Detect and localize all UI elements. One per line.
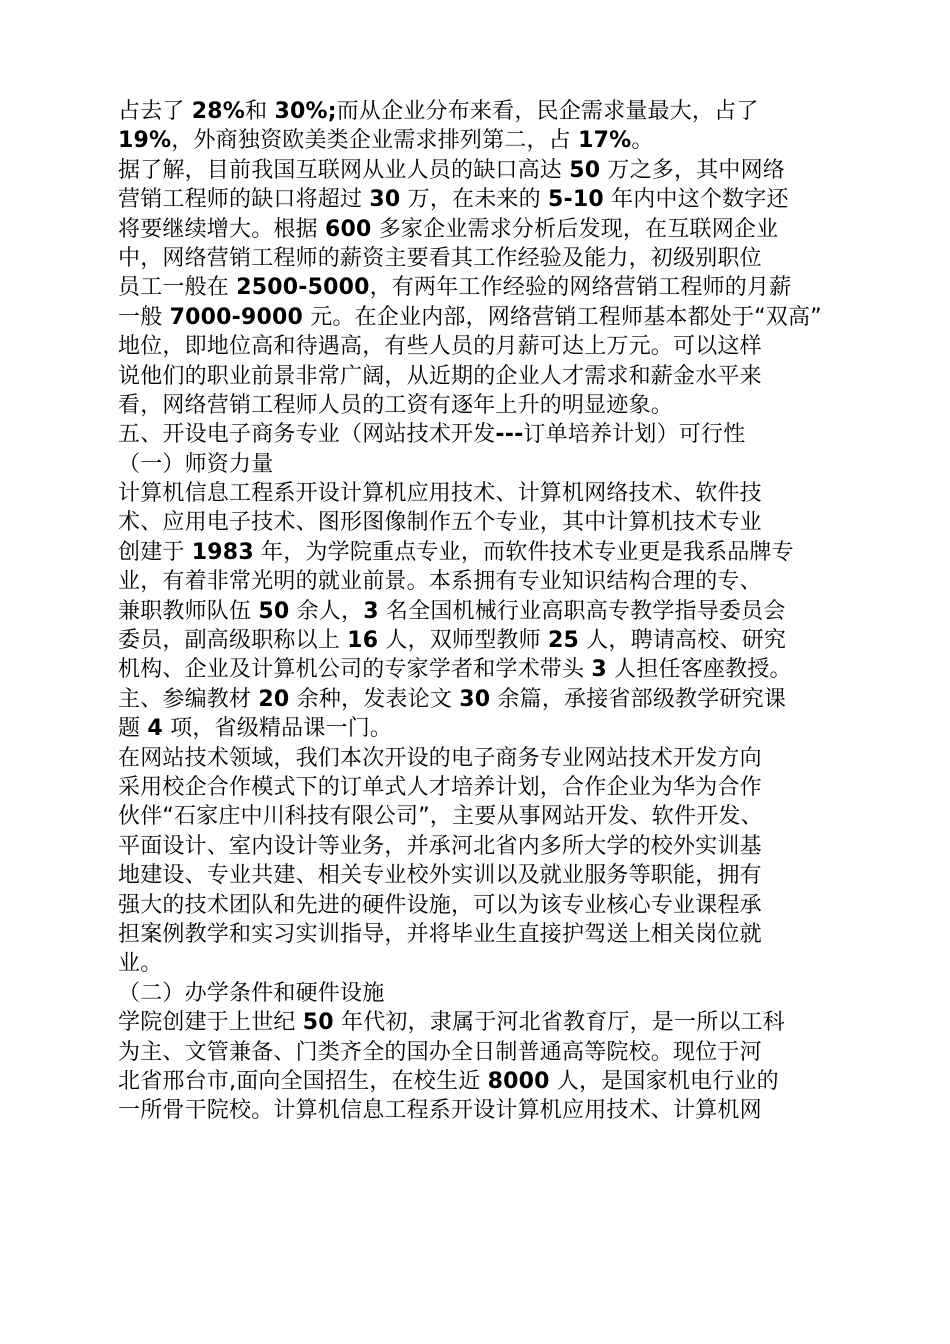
text-line: 地位，即地位高和待遇高，有些人员的月薪可达上万元。可以这样 xyxy=(118,334,762,360)
text-line: 说他们的职业前景非常广阔，从近期的企业人才需求和薪金水平来 xyxy=(118,363,762,389)
text-line: 为主、文管兼备、门类齐全的国办全日制普通高等院校。现位于河 xyxy=(118,1039,762,1065)
text-line: 采用校企合作模式下的订单式人才培养计划，合作企业为华为合作 xyxy=(118,774,762,800)
text-line: 业。 xyxy=(118,951,163,977)
text-line: 员工一般在 2500-5000，有两年工作经验的网络营销工程师的月薪 xyxy=(118,275,792,301)
text-line: 担案例教学和实习实训指导，并将毕业生直接护驾送上相关岗位就 xyxy=(118,921,762,947)
text-line: 伙伴“石家庄中川科技有限公司”，主要从事网站开发、软件开发、 xyxy=(118,804,763,830)
text-line: 看，网络营销工程师人员的工资有逐年上升的明显迹象。 xyxy=(118,392,674,418)
text-line: 地建设、专业共建、相关专业校外实训以及就业服务等职能，拥有 xyxy=(118,863,762,889)
text-line: 题 4 项，省级精品课一门。 xyxy=(118,716,393,742)
text-line: 兼职教师队伍 50 余人，3 名全国机械行业高职高专教学指导委员会 xyxy=(118,598,786,624)
text-line: 计算机信息工程系开设计算机应用技术、计算机网络技术、软件技 xyxy=(118,481,762,507)
text-line: 强大的技术团队和先进的硬件设施，可以为该专业核心专业课程承 xyxy=(118,892,762,918)
text-line: 一所骨干院校。计算机信息工程系开设计算机应用技术、计算机网 xyxy=(118,1098,762,1124)
text-line: 创建于 1983 年，为学院重点专业，而软件技术专业更是我系品牌专 xyxy=(118,539,794,565)
text-line: 委员，副高级职称以上 16 人，双师型教师 25 人，聘请高校、研究 xyxy=(118,628,787,654)
text-line: 术、应用电子技术、图形图像制作五个专业，其中计算机技术专业 xyxy=(118,510,762,536)
subsection-heading: （一）师资力量 xyxy=(118,451,274,477)
text-line: 学院创建于上世纪 50 年代初，隶属于河北省教育厅，是一所以工科 xyxy=(118,1010,786,1036)
text-line: 中，网络营销工程师的薪资主要看其工作经验及能力，初级别职位 xyxy=(118,245,762,271)
text-line: 北省邢台市,面向全国招生，在校生近 8000 人，是国家机电行业的 xyxy=(118,1068,779,1094)
text-line: 业，有着非常光明的就业前景。本系拥有专业知识结构合理的专、 xyxy=(118,569,762,595)
text-line: 19%，外商独资欧美类企业需求排列第二，占 17%。 xyxy=(118,128,654,154)
text-line: 营销工程师的缺口将超过 30 万，在未来的 5-10 年内中这个数字还 xyxy=(118,187,789,213)
body-text xyxy=(118,97,878,1126)
text-line: 主、参编教材 20 余种，发表论文 30 余篇，承接省部级教学研究课 xyxy=(118,686,787,712)
text-line: 在网站技术领域，我们本次开设的电子商务专业网站技术开发方向 xyxy=(118,745,762,771)
section-heading: 五、开设电子商务专业（网站技术开发---订单培养计划）可行性 xyxy=(118,422,746,448)
text-line: 据了解，目前我国互联网从业人员的缺口高达 50 万之多，其中网络 xyxy=(118,157,786,183)
text-line: 占去了 28%和 30%;而从企业分布来看，民企需求量最大，占了 xyxy=(118,99,759,124)
text-line: 将要继续增大。根据 600 多家企业需求分析后发现，在互联网企业 xyxy=(118,216,779,242)
text-line: 一般 7000-9000 元。在企业内部，网络营销工程师基本都处于“双高” xyxy=(118,304,822,330)
text-line: 平面设计、室内设计等业务，并承河北省内多所大学的校外实训基 xyxy=(118,833,762,859)
subsection-heading: （二）办学条件和硬件设施 xyxy=(118,980,385,1006)
text-line: 机构、企业及计算机公司的专家学者和学术带头 3 人担任客座教授。 xyxy=(118,657,792,683)
